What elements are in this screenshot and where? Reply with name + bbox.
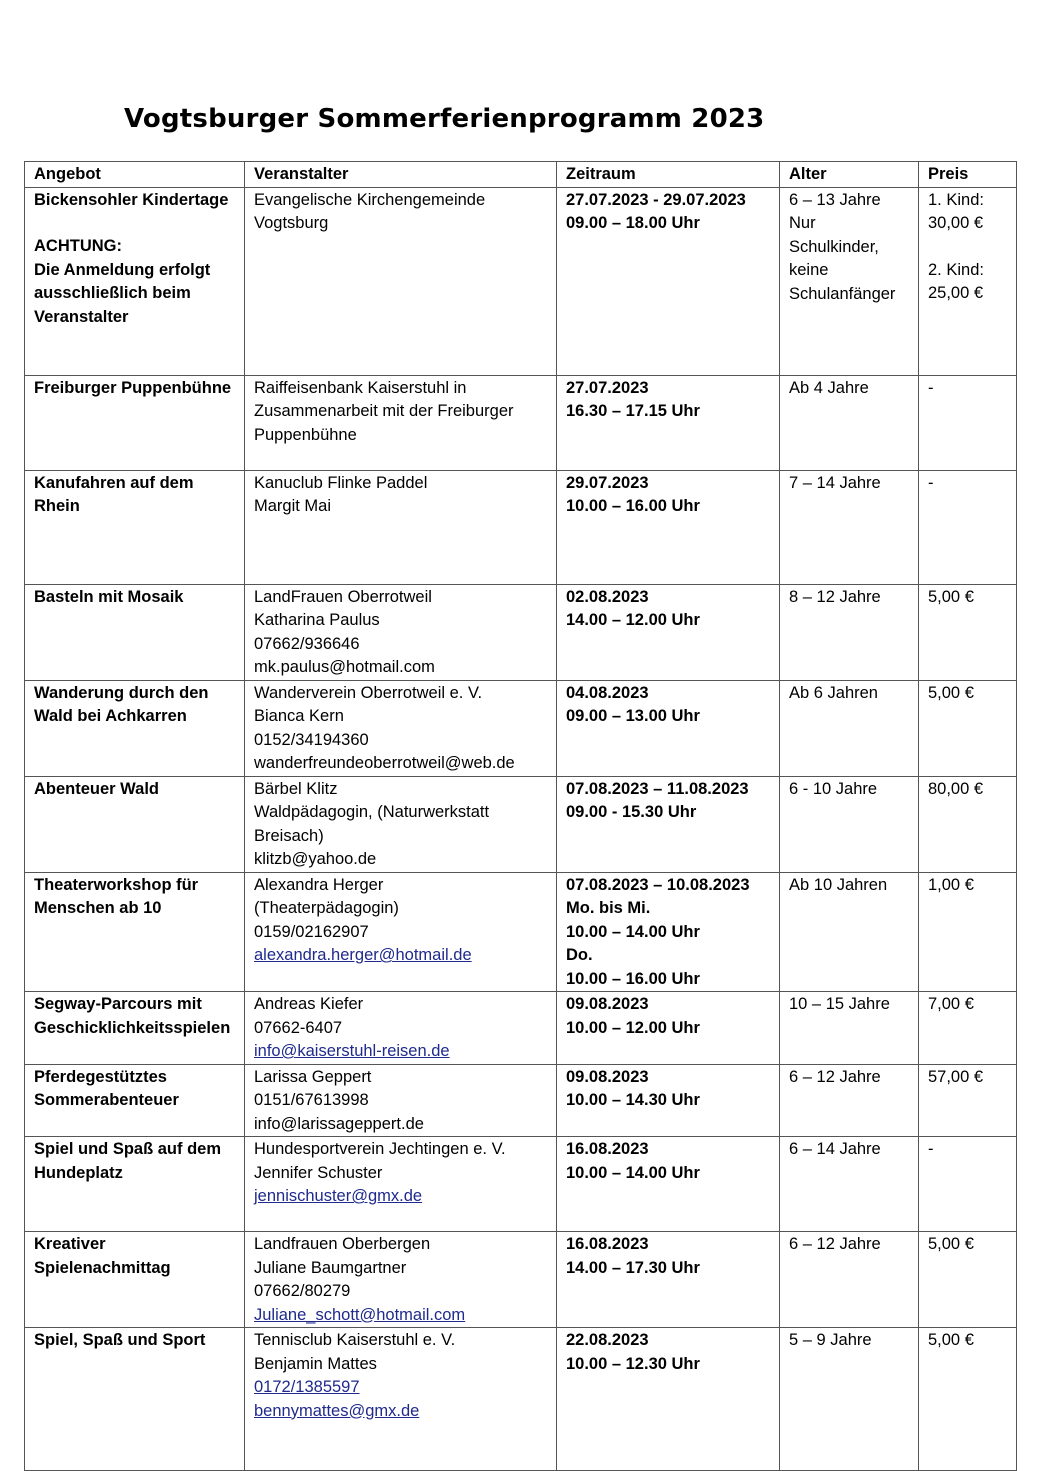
- zeitraum-text: 10.00 – 12.30 Uhr: [566, 1354, 700, 1373]
- cell-angebot: [25, 992, 245, 1065]
- zeitraum-text: 16.08.2023: [566, 1235, 649, 1253]
- cell-angebot: [25, 872, 245, 992]
- veranstalter-text: Margit Mai: [254, 497, 332, 515]
- zeitraum-text: 29.07.2023: [566, 473, 649, 492]
- veranstalter-text: Waldpädagogin, (Naturwerkstatt Breisach): [254, 803, 490, 845]
- table-row: [25, 872, 1017, 992]
- alter-text: 7 – 14 Jahre: [789, 473, 881, 492]
- cell-veranstalter: [245, 1137, 557, 1232]
- table-row: [25, 470, 1017, 584]
- cell-veranstalter: [245, 872, 557, 992]
- veranstalter-text: info@larissageppert.de: [254, 1114, 424, 1133]
- zeitraum-text: 04.08.2023: [566, 683, 649, 702]
- cell-veranstalter: [245, 1064, 557, 1137]
- cell-preis: [919, 680, 1017, 776]
- cell-angebot: [25, 1137, 245, 1232]
- cell-zeitraum: [557, 680, 780, 776]
- veranstalter-text: Raiffeisenbank Kaiserstuhl in Zusammenarbeit mit der Freiburger Puppenbühne: [254, 378, 514, 444]
- zeitraum-text: 10.00 – 16.00 Uhr: [566, 497, 700, 515]
- cell-alter: [780, 1137, 919, 1232]
- veranstalter-text: Tennisclub Kaiserstuhl e. V.: [254, 1331, 456, 1349]
- veranstalter-text: (Theaterpädagogin): [254, 899, 399, 917]
- veranstalter-text: 0159/02162907: [254, 922, 369, 941]
- program-table: [24, 161, 1017, 1471]
- zeitraum-text: 16.08.2023: [566, 1140, 649, 1158]
- preis-text: 5,00 €: [928, 587, 974, 606]
- table-row: [25, 992, 1017, 1065]
- table-row: [25, 1064, 1017, 1137]
- veranstalter-text: Bianca Kern: [254, 707, 344, 725]
- cell-alter: [780, 187, 919, 375]
- cell-alter: [780, 375, 919, 470]
- veranstalter-text: Evangelische Kirchengemeinde Vogtsburg: [254, 190, 486, 232]
- zeitraum-text: 10.00 – 14.00 Uhr: [566, 1163, 700, 1182]
- cell-angebot: [25, 776, 245, 872]
- cell-preis: [919, 1328, 1017, 1471]
- cell-zeitraum: [557, 1137, 780, 1232]
- angebot-text: Basteln mit Mosaik: [34, 587, 184, 606]
- zeitraum-text: Do.: [566, 946, 593, 964]
- zeitraum-text: 09.00 – 13.00 Uhr: [566, 707, 700, 725]
- cell-veranstalter: [245, 470, 557, 584]
- angebot-text: Theaterworkshop für Menschen ab 10: [34, 875, 199, 917]
- preis-text: 1. Kind: 30,00 €: [928, 190, 984, 232]
- table-row: [25, 680, 1017, 776]
- alter-text: 5 – 9 Jahre: [789, 1331, 872, 1349]
- zeitraum-text: Mo. bis Mi.: [566, 899, 651, 917]
- cell-veranstalter: [245, 992, 557, 1065]
- preis-text: 1,00 €: [928, 875, 974, 894]
- angebot-text: Bickensohler Kindertage: [34, 190, 229, 209]
- cell-alter: [780, 872, 919, 992]
- veranstalter-text: 0152/34194360: [254, 730, 369, 749]
- veranstalter-text: Katharina Paulus: [254, 611, 380, 629]
- cell-zeitraum: [557, 187, 780, 375]
- angebot-text: Segway-Parcours mit Geschicklichkeitsspielen: [34, 995, 231, 1037]
- header-angebot: Angebot: [25, 162, 245, 188]
- cell-angebot: [25, 187, 245, 375]
- header-alter: Alter: [780, 162, 919, 188]
- cell-zeitraum: [557, 872, 780, 992]
- zeitraum-text: 07.08.2023 – 11.08.2023: [566, 779, 749, 798]
- zeitraum-text: 14.00 – 12.00 Uhr: [566, 611, 700, 629]
- zeitraum-text: 22.08.2023: [566, 1331, 649, 1349]
- angebot-text: Spiel und Spaß auf dem Hundeplatz: [34, 1140, 222, 1182]
- veranstalter-text: 07662/80279: [254, 1282, 351, 1300]
- cell-angebot: [25, 680, 245, 776]
- zeitraum-text: 10.00 – 16.00 Uhr: [566, 969, 700, 988]
- cell-preis: [919, 776, 1017, 872]
- zeitraum-text: 07.08.2023 – 10.08.2023: [566, 875, 750, 894]
- contact-link[interactable]: bennymattes@gmx.de: [254, 1401, 420, 1420]
- cell-preis: [919, 1064, 1017, 1137]
- zeitraum-text: 14.00 – 17.30 Uhr: [566, 1258, 700, 1277]
- veranstalter-text: Jennifer Schuster: [254, 1163, 383, 1182]
- veranstalter-text: Larissa Geppert: [254, 1067, 372, 1086]
- angebot-text: Pferdegestütztes Sommerabenteuer: [34, 1067, 179, 1109]
- cell-alter: [780, 680, 919, 776]
- contact-link[interactable]: alexandra.herger@hotmail.de: [254, 946, 472, 964]
- zeitraum-text: 27.07.2023 - 29.07.2023: [566, 190, 746, 209]
- alter-text: 6 - 10 Jahre: [789, 779, 878, 798]
- cell-preis: [919, 1137, 1017, 1232]
- table-row: [25, 375, 1017, 470]
- contact-link[interactable]: 0172/1385597: [254, 1378, 360, 1396]
- table-header-row: [25, 162, 1017, 188]
- alter-text: 8 – 12 Jahre: [789, 587, 881, 606]
- preis-text: 5,00 €: [928, 1235, 974, 1253]
- veranstalter-text: Hundesportverein Jechtingen e. V.: [254, 1140, 506, 1158]
- preis-text: 80,00 €: [928, 779, 984, 798]
- cell-preis: [919, 992, 1017, 1065]
- zeitraum-text: 09.00 - 15.30 Uhr: [566, 803, 697, 821]
- header-zeitraum: Zeitraum: [557, 162, 780, 188]
- angebot-text: Kreativer Spielenachmittag: [34, 1235, 171, 1277]
- angebot-text: Wanderung durch den Wald bei Achkarren: [34, 683, 209, 725]
- cell-alter: [780, 1328, 919, 1471]
- alter-text: 10 – 15 Jahre: [789, 995, 890, 1013]
- header-preis: Preis: [919, 162, 1017, 188]
- veranstalter-text: Alexandra Herger: [254, 875, 384, 894]
- preis-text: 5,00 €: [928, 1331, 974, 1349]
- cell-alter: [780, 1232, 919, 1328]
- preis-text: 7,00 €: [928, 995, 974, 1013]
- zeitraum-text: 02.08.2023: [566, 587, 649, 606]
- zeitraum-text: 10.00 – 14.00 Uhr: [566, 922, 700, 941]
- cell-angebot: [25, 375, 245, 470]
- zeitraum-text: 10.00 – 12.00 Uhr: [566, 1018, 700, 1037]
- veranstalter-text: Bärbel Klitz: [254, 779, 338, 798]
- cell-zeitraum: [557, 992, 780, 1065]
- cell-preis: [919, 584, 1017, 680]
- preis-text: 57,00 €: [928, 1067, 984, 1086]
- cell-veranstalter: [245, 584, 557, 680]
- zeitraum-text: 16.30 – 17.15 Uhr: [566, 402, 700, 420]
- alter-text: Nur Schulkinder, keine Schulanfänger: [789, 214, 896, 303]
- cell-veranstalter: [245, 1328, 557, 1471]
- line-spacer: [928, 236, 1007, 259]
- veranstalter-text: klitzb@yahoo.de: [254, 850, 377, 868]
- preis-text: 2. Kind: 25,00 €: [928, 260, 984, 302]
- table-body: [25, 187, 1017, 1471]
- zeitraum-text: 10.00 – 14.30 Uhr: [566, 1091, 700, 1109]
- cell-veranstalter: [245, 1232, 557, 1328]
- alter-text: 6 – 13 Jahre: [789, 190, 881, 209]
- cell-alter: [780, 584, 919, 680]
- table-row: [25, 187, 1017, 375]
- preis-text: -: [928, 473, 934, 492]
- veranstalter-text: 07662/936646: [254, 634, 360, 653]
- cell-zeitraum: [557, 375, 780, 470]
- contact-link[interactable]: jennischuster@gmx.de: [254, 1187, 423, 1205]
- veranstalter-text: 07662-6407: [254, 1018, 343, 1037]
- cell-angebot: [25, 1232, 245, 1328]
- angebot-text: Die Anmeldung erfolgt ausschließlich beim Veranstalter: [34, 260, 211, 326]
- cell-zeitraum: [557, 1064, 780, 1137]
- zeitraum-text: 09.08.2023: [566, 1067, 649, 1086]
- preis-text: 5,00 €: [928, 683, 974, 702]
- veranstalter-text: Juliane Baumgartner: [254, 1258, 407, 1277]
- veranstalter-text: mk.paulus@hotmail.com: [254, 658, 435, 676]
- preis-text: -: [928, 1140, 934, 1158]
- veranstalter-text: 0151/67613998: [254, 1091, 369, 1109]
- angebot-text: Abenteuer Wald: [34, 779, 159, 798]
- angebot-text: Spiel, Spaß und Sport: [34, 1331, 206, 1349]
- cell-preis: [919, 1232, 1017, 1328]
- veranstalter-text: Landfrauen Oberbergen: [254, 1235, 431, 1253]
- veranstalter-text: Kanuclub Flinke Paddel: [254, 473, 428, 492]
- table-row: [25, 1328, 1017, 1471]
- zeitraum-text: 09.08.2023: [566, 995, 649, 1013]
- angebot-text: Kanufahren auf dem Rhein: [34, 473, 194, 515]
- angebot-text: Freiburger Puppenbühne: [34, 378, 232, 397]
- table-row: [25, 584, 1017, 680]
- alter-text: 6 – 12 Jahre: [789, 1235, 881, 1253]
- cell-angebot: [25, 584, 245, 680]
- alter-text: 6 – 12 Jahre: [789, 1067, 881, 1086]
- veranstalter-text: wanderfreundeoberrotweil@web.de: [254, 754, 515, 772]
- veranstalter-text: Benjamin Mattes: [254, 1354, 377, 1373]
- veranstalter-text: Wanderverein Oberrotweil e. V.: [254, 683, 483, 702]
- cell-angebot: [25, 1064, 245, 1137]
- cell-veranstalter: [245, 375, 557, 470]
- page-title: Vogtsburger Sommerferienprogramm 2023: [124, 104, 765, 134]
- cell-alter: [780, 1064, 919, 1137]
- contact-link[interactable]: info@kaiserstuhl-reisen.de: [254, 1042, 450, 1060]
- alter-text: 6 – 14 Jahre: [789, 1140, 881, 1158]
- cell-zeitraum: [557, 470, 780, 584]
- alter-text: Ab 10 Jahren: [789, 875, 888, 894]
- cell-alter: [780, 776, 919, 872]
- table-row: [25, 1137, 1017, 1232]
- cell-zeitraum: [557, 1232, 780, 1328]
- cell-zeitraum: [557, 1328, 780, 1471]
- cell-preis: [919, 872, 1017, 992]
- cell-angebot: [25, 470, 245, 584]
- table-row: [25, 776, 1017, 872]
- preis-text: -: [928, 378, 934, 397]
- cell-veranstalter: [245, 776, 557, 872]
- alter-text: Ab 6 Jahren: [789, 683, 878, 702]
- line-spacer: [34, 212, 235, 235]
- cell-preis: [919, 470, 1017, 584]
- cell-preis: [919, 187, 1017, 375]
- cell-zeitraum: [557, 776, 780, 872]
- header-veranstalter: Veranstalter: [245, 162, 557, 188]
- veranstalter-text: Andreas Kiefer: [254, 995, 364, 1013]
- angebot-text: ACHTUNG:: [34, 237, 122, 255]
- cell-alter: [780, 470, 919, 584]
- cell-angebot: [25, 1328, 245, 1471]
- cell-veranstalter: [245, 187, 557, 375]
- contact-link[interactable]: Juliane_schott@hotmail.com: [254, 1305, 466, 1324]
- cell-veranstalter: [245, 680, 557, 776]
- zeitraum-text: 27.07.2023: [566, 378, 649, 397]
- cell-zeitraum: [557, 584, 780, 680]
- table-row: [25, 1232, 1017, 1328]
- veranstalter-text: LandFrauen Oberrotweil: [254, 587, 432, 606]
- alter-text: Ab 4 Jahre: [789, 378, 869, 397]
- cell-alter: [780, 992, 919, 1065]
- zeitraum-text: 09.00 – 18.00 Uhr: [566, 214, 700, 232]
- cell-preis: [919, 375, 1017, 470]
